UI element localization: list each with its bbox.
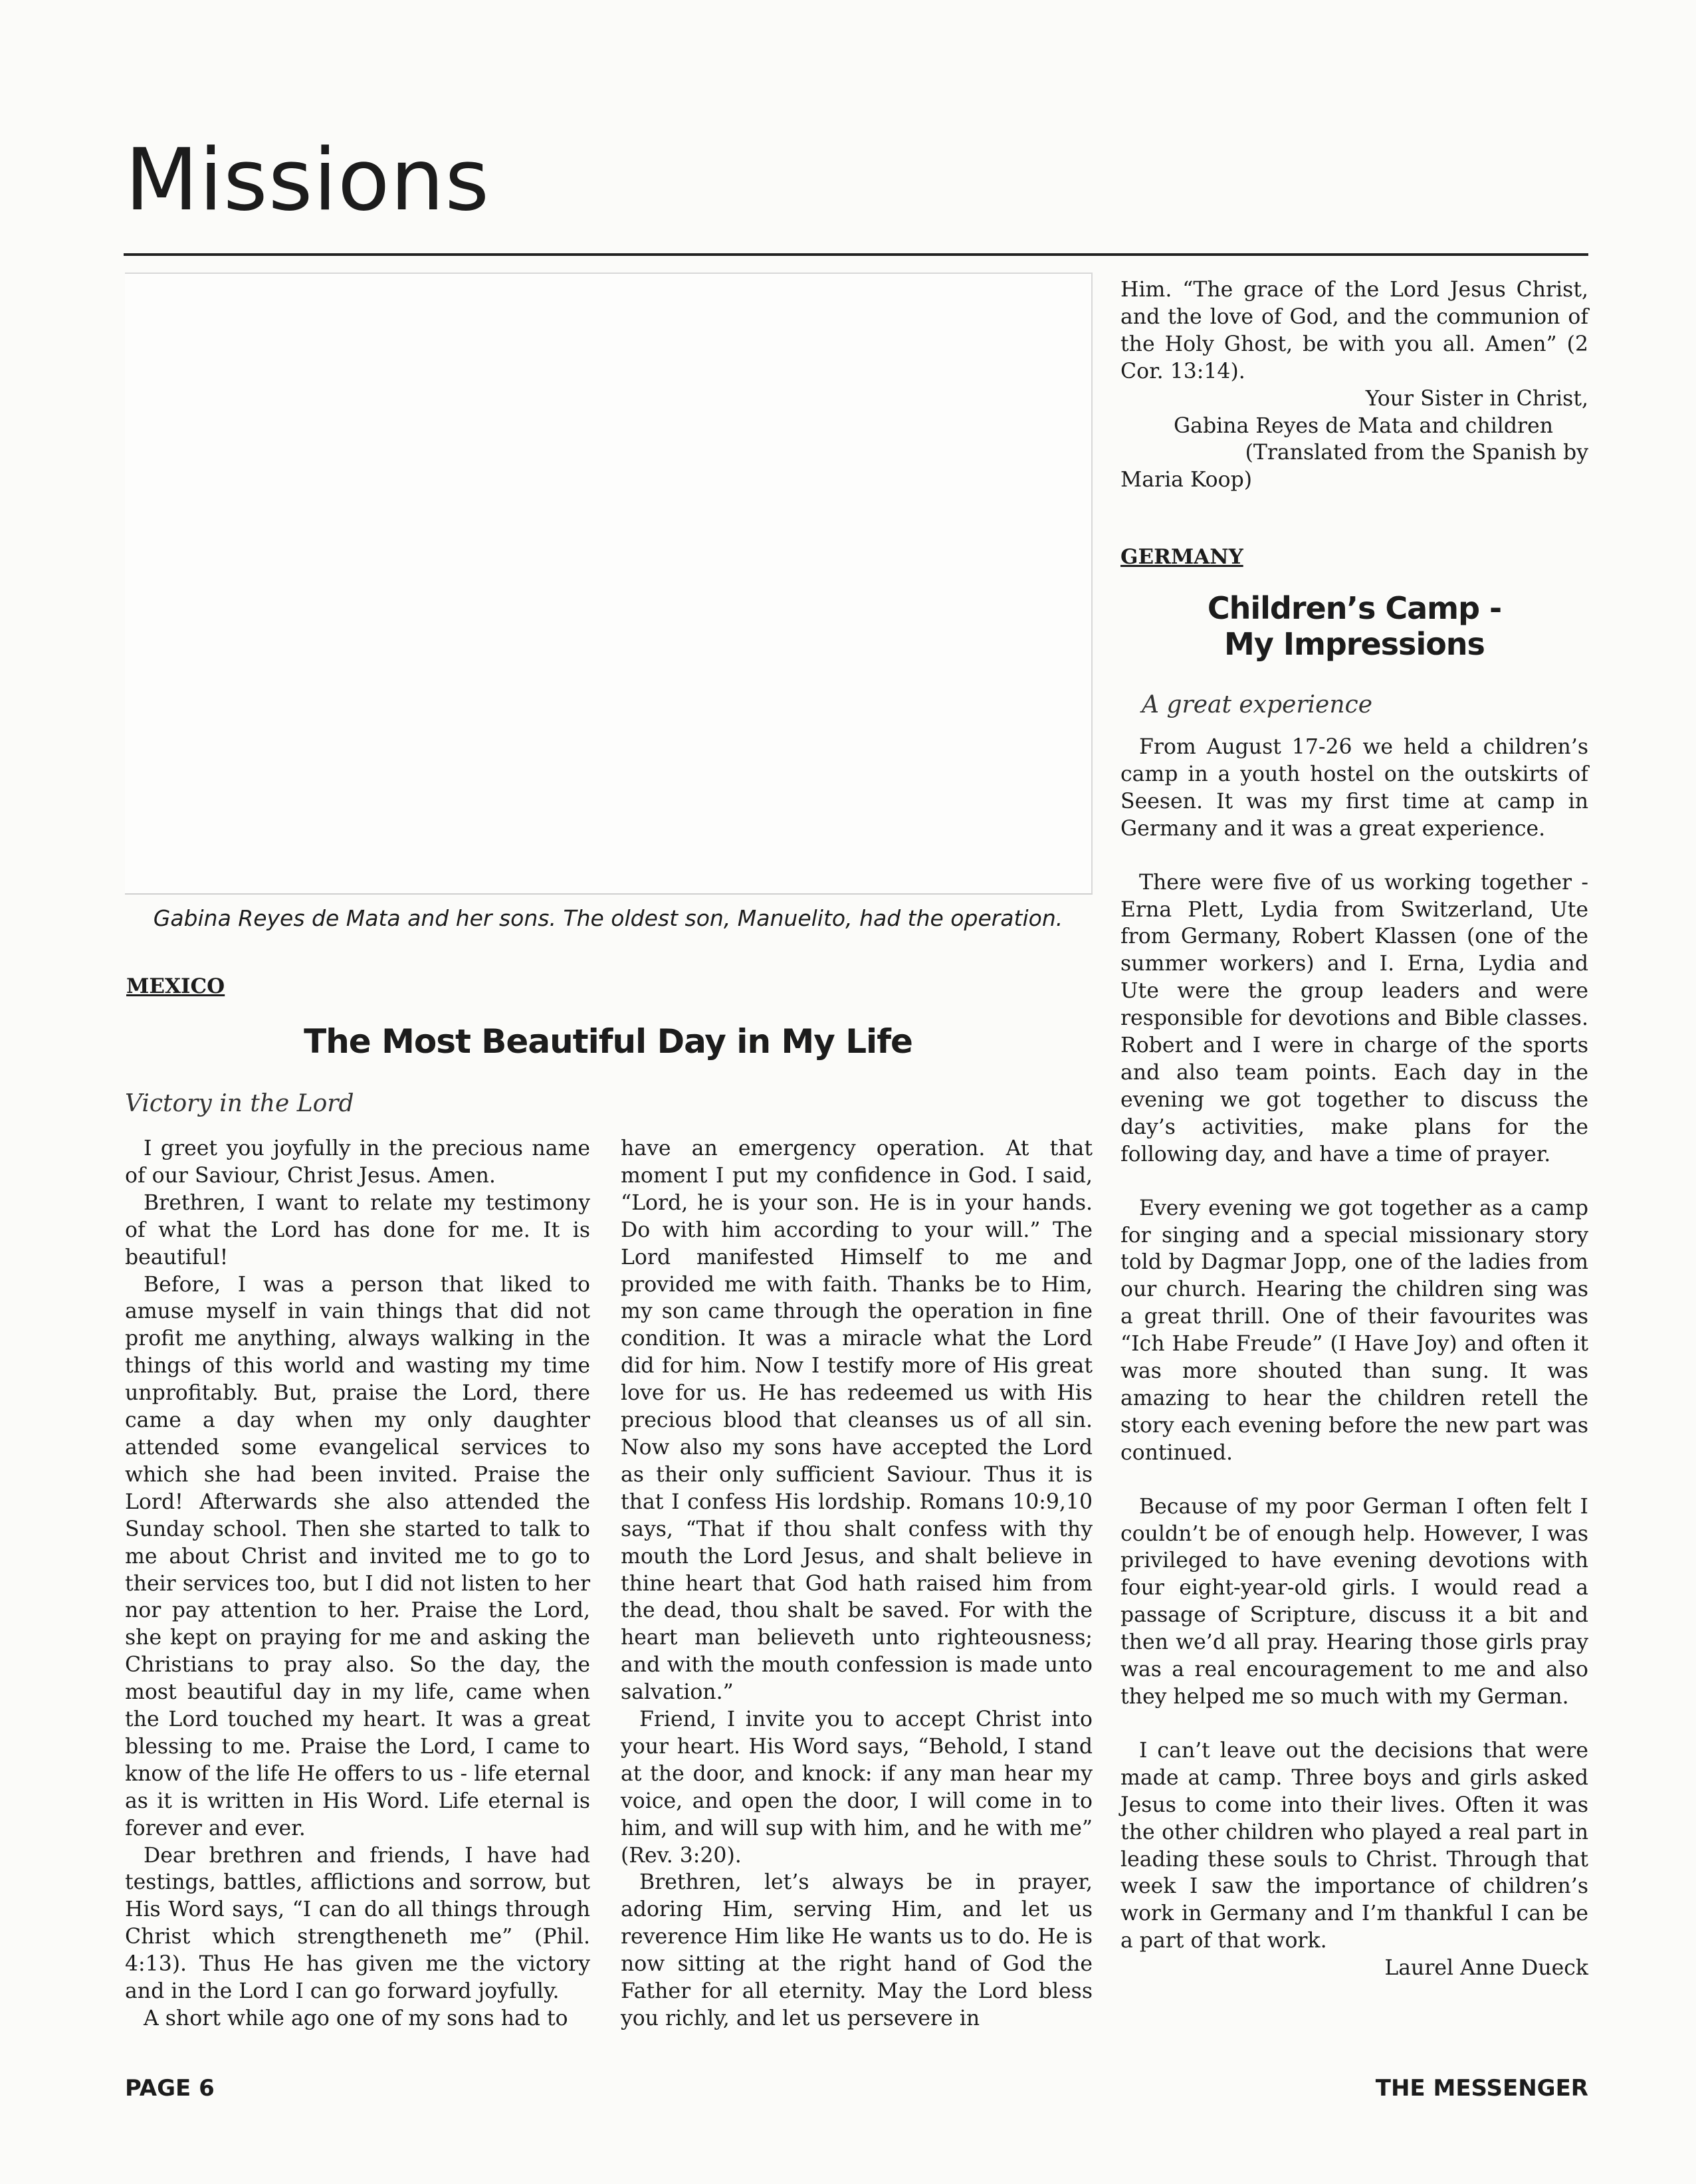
mexico-column-2 [621,1135,1093,2032]
publication-name: THE MESSENGER [1375,2075,1588,2102]
germany-column [1120,734,1588,1982]
germany-headline [1120,590,1588,662]
paragraph: Dear brethren and friends, I have had testings, battles, afflictions and sorrow, but His Word says, “I can do all things through Christ which strengtheneth me” (Phil. 4:13). Thus He has given me the victory and in the Lord I can go forward joyfully. [125,1843,590,2004]
title-rule [124,253,1588,256]
translator-name: Maria Koop) [1120,468,1253,492]
signer: Gabina Reyes de Mata and children [1174,413,1554,438]
germany-headline-line-2: My Impressions [1224,626,1485,662]
author: Laurel Anne Dueck [1384,1956,1588,1981]
paragraph: Him. “The grace of the Lord Jesus Christ, and the love of God, and the communion of the Holy Ghost, be with you all. Amen” (2 Cor. 13:14). [1120,278,1588,383]
mexico-headline: The Most Beautiful Day in My Life [304,1022,912,1061]
photo-caption: Gabina Reyes de Mata and her sons. The oldest son, Manuelito, had the operation. [153,905,1063,931]
paragraph: have an emergency operation. At that moment I put my confidence in God. I said, “Lord, he is your son. He is in your hands. Do with him according to your will.” The Lord manifested Himself to me and provided me with faith. Thanks be to Him, my son came through the operation in fine condition. It was a miracle what the Lord did for him. Now I testify more of His great love for us. He has redeemed us with His precious blood that cleanses us of all sin. Now also my sons have accepted the Lord as their only sufficient Saviour. Thus it is that I confess His lordship. Romans 10:9,10 says, “That if thou shalt confess with thy mouth the Lord Jesus, and shalt believe in thine heart that God hath raised him from the dead, thou shalt be saved. For with the heart man believeth unto righteousness; and with the mouth confession is made unto salvation.” [621,1137,1093,1705]
translator-note: (Translated from the Spanish by [1245,441,1588,465]
mexico-column-1 [125,1135,590,2032]
paragraph: From August 17-26 we held a children’s camp in a youth hostel on the outskirts of Seesen. It was my first time at camp in Germany and it was a great experience. [1120,735,1588,841]
section-label-mexico: MEXICO [126,974,225,998]
paragraph: I greet you joyfully in the precious name of our Saviour, Christ Jesus. Amen. [125,1137,590,1188]
paragraph: Brethren, let’s always be in prayer, adoring Him, serving Him, and let us reverence Him like He wants us to do. He is now sitting at the right hand of God the Father for all eternity. May the Lord bless you richly, and let us persevere in [621,1870,1093,2030]
mexico-continuation [1120,276,1588,494]
photo-placeholder [125,273,1093,895]
page-title: Missions [125,131,490,230]
germany-subhead: A great experience [1142,691,1373,718]
signoff: Your Sister in Christ, [1365,386,1588,411]
paragraph: Before, I was a person that liked to amuse myself in vain things that did not profit me anything, always walking in the things of this world and wasting my time unprofitably. But, praise the Lord, there came a day when my only daughter attended some evangelical services to which she had been invited. Praise the Lord! Afterwards she also attended the Sunday school. Then she started to talk to me about Christ and invited me to go to their services too, but I did not listen to her nor pay attention to her. Praise the Lord, she kept on praying for me and asking the Christians to pray also. So the day, the most beautiful day in my life, came when the Lord touched my heart. It was a great blessing to me. Praise the Lord, I came to know of the life He offers to us - life eternal as it is written in His Word. Life eternal is forever and ever. [125,1272,590,1840]
germany-headline-line-1: Children’s Camp - [1207,590,1502,626]
paragraph: There were five of us working together - Erna Plett, Lydia from Switzerland, Ute from Germany, Robert Klassen (one of the summer workers) and I. Erna, Lydia and Ute were the group leaders and were responsible for devotions and Bible classes. Robert and I were in charge of the sports and also team points. Each day in the evening we got together to discuss the day’s activities, make plans for the following day, and have a time of prayer. [1120,870,1588,1166]
page-number: PAGE 6 [125,2075,215,2102]
paragraph: Friend, I invite you to accept Christ into your heart. His Word says, “Behold, I stand at the door, and knock: if any man hear my voice, and open the door, I will come in to him, and will sup with him, and he with me” (Rev. 3:20). [621,1707,1093,1868]
section-label-germany: GERMANY [1120,545,1243,569]
paragraph: Brethren, I want to relate my testimony of what the Lord has done for me. It is beautiful! [125,1190,590,1269]
paragraph: I can’t leave out the decisions that were made at camp. Three boys and girls asked Jesus to come into their lives. Often it was the other children who played a real part in leading these souls to Christ. Through that week I saw the importance of children’s work in Germany and I’m thankful I can be a part of that work. [1120,1738,1588,1953]
paragraph: A short while ago one of my sons had to [144,2007,568,2030]
paragraph: Every evening we got together as a camp for singing and a special missionary story told by Dagmar Jopp, one of the ladies from our church. Hearing the children sing was a great thrill. One of their favourites was “Ich Habe Freude” (I Have Joy) and often it was more shouted than sung. It was amazing to hear the children retell the story each evening before the new part was continued. [1120,1196,1588,1465]
paragraph: Because of my poor German I often felt I couldn’t be of enough help. However, I was privileged to have evening devotions with four eight-year-old girls. I would read a passage of Scripture, discuss it a bit and then we’d all pray. Hearing those girls pray was a real encouragement to me and also they helped me so much with my German. [1120,1494,1588,1709]
mexico-subhead: Victory in the Lord [125,1090,354,1117]
